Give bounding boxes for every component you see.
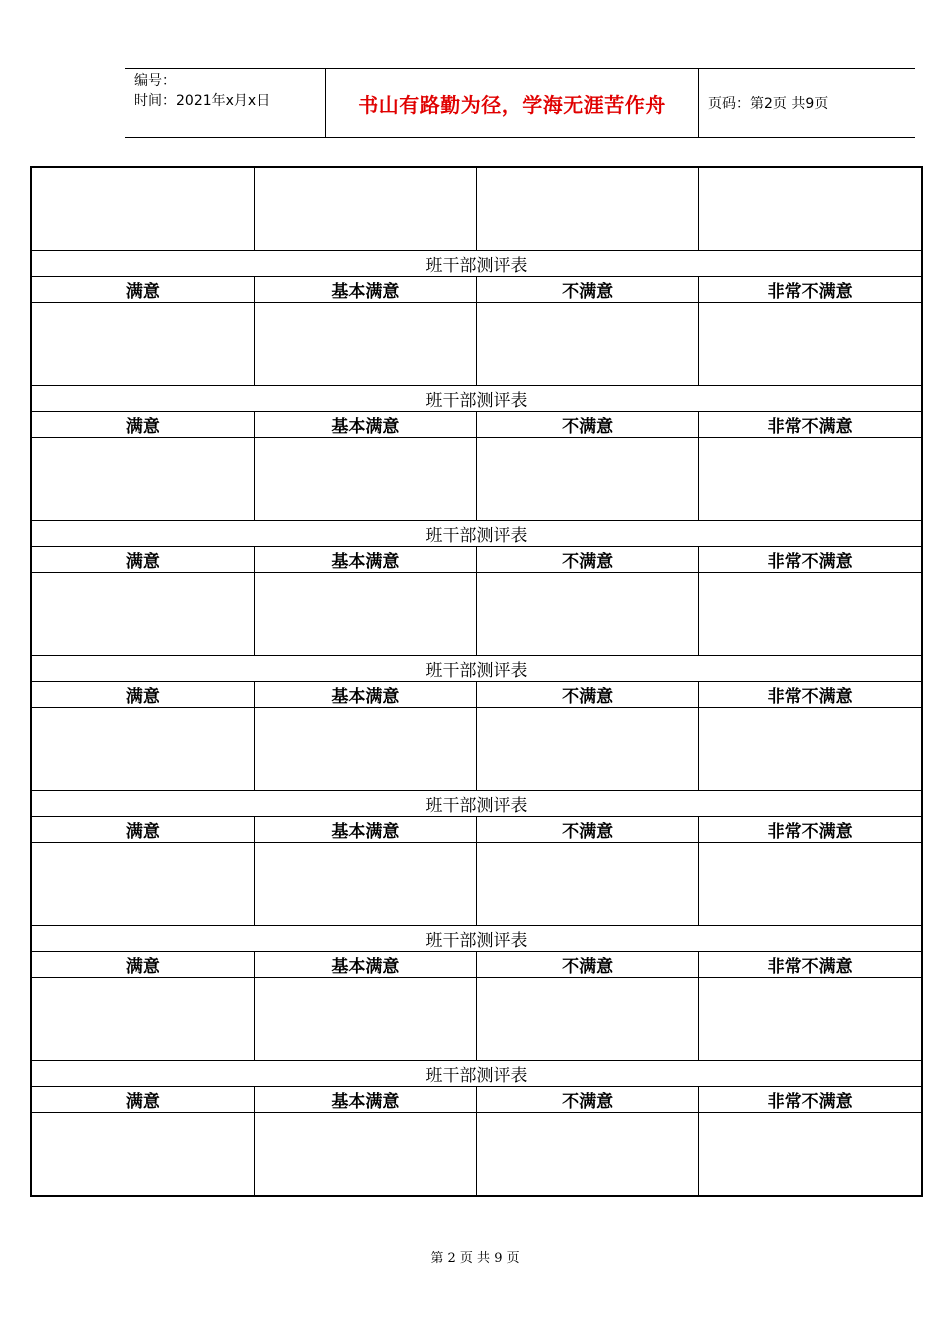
rating-cell[interactable]: [32, 978, 254, 1061]
rating-cell[interactable]: [254, 573, 476, 656]
form-title: 班干部测评表: [32, 926, 921, 952]
form-title-row: [32, 1061, 921, 1087]
column-header-row: [32, 952, 921, 978]
blank-rating-row: [32, 978, 921, 1061]
column-header-row: [32, 277, 921, 303]
column-header: 满意: [32, 1087, 254, 1113]
column-header: 不满意: [477, 817, 699, 843]
blank-rating-row: [32, 1113, 921, 1196]
form-title-row: [32, 791, 921, 817]
column-header: 基本满意: [254, 817, 476, 843]
column-header: 非常不满意: [699, 817, 921, 843]
rating-cell[interactable]: [477, 303, 699, 386]
rating-cell[interactable]: [477, 708, 699, 791]
header-page-label: 页码：第2页 共9页: [708, 96, 829, 112]
rating-cell[interactable]: [32, 1113, 254, 1196]
rating-cell[interactable]: [477, 168, 699, 251]
rating-cell[interactable]: [699, 303, 921, 386]
column-header-row: [32, 817, 921, 843]
rating-cell[interactable]: [477, 573, 699, 656]
column-header: 非常不满意: [699, 412, 921, 438]
rating-cell[interactable]: [699, 708, 921, 791]
column-header: 满意: [32, 547, 254, 573]
column-header: 非常不满意: [699, 952, 921, 978]
column-header: 满意: [32, 817, 254, 843]
form-title: 班干部测评表: [32, 251, 921, 277]
rating-cell[interactable]: [254, 708, 476, 791]
rating-cell[interactable]: [477, 843, 699, 926]
rating-cell[interactable]: [32, 708, 254, 791]
column-header: 非常不满意: [699, 547, 921, 573]
blank-rating-row: [32, 708, 921, 791]
column-header: 基本满意: [254, 277, 476, 303]
rating-cell[interactable]: [32, 303, 254, 386]
page-footer: 第 2 页 共 9 页: [430, 1251, 520, 1266]
page-header: [125, 68, 915, 138]
column-header-row: [32, 547, 921, 573]
form-title-row: [32, 386, 921, 412]
number-label: 编号：: [134, 73, 176, 89]
rating-cell[interactable]: [32, 168, 254, 251]
time-label: 时间：2021年x月x日: [134, 93, 271, 109]
column-header: 不满意: [477, 547, 699, 573]
rating-cell[interactable]: [32, 843, 254, 926]
blank-rating-row: [32, 843, 921, 926]
column-header: 不满意: [477, 412, 699, 438]
form-title-row: [32, 926, 921, 952]
column-header: 基本满意: [254, 1087, 476, 1113]
motto: 书山有路勤为径，学海无涯苦作舟: [326, 69, 699, 137]
column-header: 基本满意: [254, 412, 476, 438]
form-title-row: [32, 656, 921, 682]
rating-cell[interactable]: [32, 573, 254, 656]
rating-cell[interactable]: [699, 168, 921, 251]
column-header: 基本满意: [254, 547, 476, 573]
rating-cell[interactable]: [477, 978, 699, 1061]
form-title: 班干部测评表: [32, 656, 921, 682]
rating-cell[interactable]: [254, 168, 476, 251]
rating-cell[interactable]: [699, 438, 921, 521]
column-header: 不满意: [477, 1087, 699, 1113]
column-header: 满意: [32, 412, 254, 438]
rating-cell[interactable]: [699, 843, 921, 926]
form-title-row: [32, 251, 921, 277]
form-title: 班干部测评表: [32, 791, 921, 817]
column-header: 不满意: [477, 682, 699, 708]
rating-cell[interactable]: [477, 1113, 699, 1196]
column-header: 满意: [32, 952, 254, 978]
column-header-row: [32, 1087, 921, 1113]
header-meta: [125, 69, 326, 137]
column-header: 满意: [32, 277, 254, 303]
column-header-row: [32, 682, 921, 708]
column-header: 基本满意: [254, 952, 476, 978]
column-header-row: [32, 412, 921, 438]
form-title-row: [32, 521, 921, 547]
column-header: 满意: [32, 682, 254, 708]
column-header: 基本满意: [254, 682, 476, 708]
blank-rating-row: [32, 303, 921, 386]
rating-cell[interactable]: [254, 1113, 476, 1196]
column-header: 不满意: [477, 952, 699, 978]
rating-cell[interactable]: [32, 438, 254, 521]
form-title: 班干部测评表: [32, 521, 921, 547]
rating-cell[interactable]: [699, 978, 921, 1061]
blank-rating-row: [32, 438, 921, 521]
rating-cell[interactable]: [699, 573, 921, 656]
rating-cell[interactable]: [254, 978, 476, 1061]
rating-cell[interactable]: [254, 843, 476, 926]
evaluation-sheet: [30, 166, 923, 1197]
column-header: 非常不满意: [699, 277, 921, 303]
blank-rating-row: [32, 573, 921, 656]
blank-rating-row: [32, 168, 921, 251]
column-header: 不满意: [477, 277, 699, 303]
column-header: 非常不满意: [699, 1087, 921, 1113]
rating-cell[interactable]: [477, 438, 699, 521]
form-title: 班干部测评表: [32, 1061, 921, 1087]
column-header: 非常不满意: [699, 682, 921, 708]
rating-cell[interactable]: [254, 303, 476, 386]
form-title: 班干部测评表: [32, 386, 921, 412]
rating-cell[interactable]: [254, 438, 476, 521]
rating-cell[interactable]: [699, 1113, 921, 1196]
evaluation-table: [32, 168, 921, 1195]
